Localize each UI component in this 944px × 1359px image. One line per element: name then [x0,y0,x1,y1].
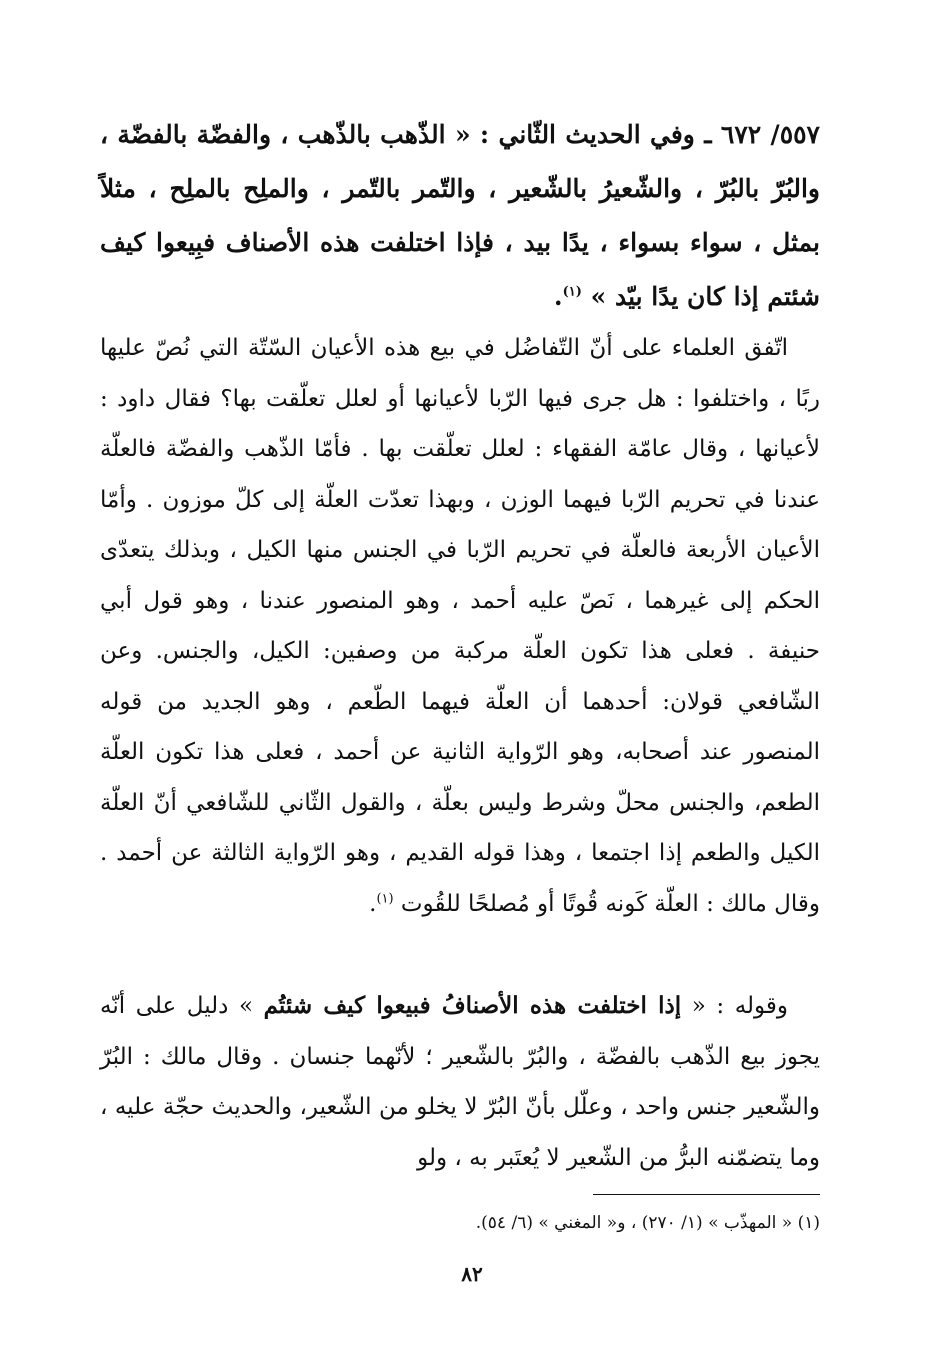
hadith-number: ٥٥٧/ ٦٧٢ ـ [704,120,820,149]
commentary-paragraph [100,323,820,929]
quote-lead: وقوله : « [691,993,789,1019]
footnote-divider [593,1194,820,1195]
commentary-text: اتّفق العلماء على أنّ التّفاضُل في بيع هذه الأعيان السّتّة التي نُصّ عليها ربًا ، واختلفوا : هل جرى فيها الرّبا لأعيانها أو لعلل تعلّقت بها؟ فقال داود : لأعيانها ، وقال عامّة الفقهاء : لعلل تعلّقت بها . فأمّا الذّهب والفضّة فالعلّة عندنا في تحريم الرّبا فيهما الوزن ، وبهذا تعدّت العلّة إلى كلّ موزون . وأمّا الأعيان الأربعة فالعلّة في تحريم الرّبا في الجنس منها الكيل ، وبذلك يتعدّى الحكم إلى غيرهما ، نَصّ عليه أحمد ، وهو المنصور عندنا ، وهو قول أبي حنيفة . فعلى هذا تكون العلّة مركبة من وصفين: الكيل، والجنس. وعن الشّافعي قولان: أحدهما أن العلّة فيهما الطّعم ، وهو الجديد من قوله المنصور عند أصحابه، وهو الرّواية الثانية عن أحمد ، فعلى هذا تكون العلّة الطعم، والجنس محلّ وشرط وليس بعلّة ، والقول الثّاني للشّافعي أنّ العلّة الكيل والطعم إذا اجتمعا ، وهذا قوله القديم ، وهو الرّواية الثالثة عن أحمد . وقال مالك : العلّة كَونه قُوتًا أو مُصلحًا للقُوت [100,335,820,917]
hadith-text: وفي الحديث الثّاني : « الذّهب بالذّهب ، والفضّة بالفضّة ، والبُرّ بالبُرّ ، والشّعيرُ بالشّعير ، والتّمر بالتّمر ، والملِح بالملِح ، مثلاً بمثل ، سواء بسواء ، يدًا بيد ، فإذا اختلفت هذه الأصناف فبِيعوا كيف شئتم إذا كان يدًا بيّد » [100,120,820,311]
footnote-text: (١) « المهذّب » (١/ ٢٧٠) ، و« المغني » (٦/ ٥٤). [475,1213,820,1233]
hadith-tail: . [553,282,563,311]
page-number: ٨٢ [461,1262,483,1286]
commentary-tail: . [369,890,377,917]
footnote-reference: (١) [562,284,582,300]
hadith-paragraph [100,108,820,324]
quoted-hadith-phrase: إذا اختلفت هذه الأصنافُ فبيعوا كيف شئتُم [263,992,682,1019]
footnote-reference: (١) [376,890,394,906]
footnote [100,1208,820,1238]
commentary-text: » دليل على أنّه يجوز بيع الذّهب بالفضّة ، والبُرّ بالشّعير ؛ لأنّهما جنسان . وقال مالك : البُرّ والشّعير جنس واحد ، وعلّل بأنّ البُرّ لا يخلو من الشّعير، والحديث حجّة عليه ، وما يتضمّنه البرُّ من الشّعير لا يُعتَبر به ، ولو [100,993,820,1171]
commentary-paragraph-2 [100,981,820,1183]
